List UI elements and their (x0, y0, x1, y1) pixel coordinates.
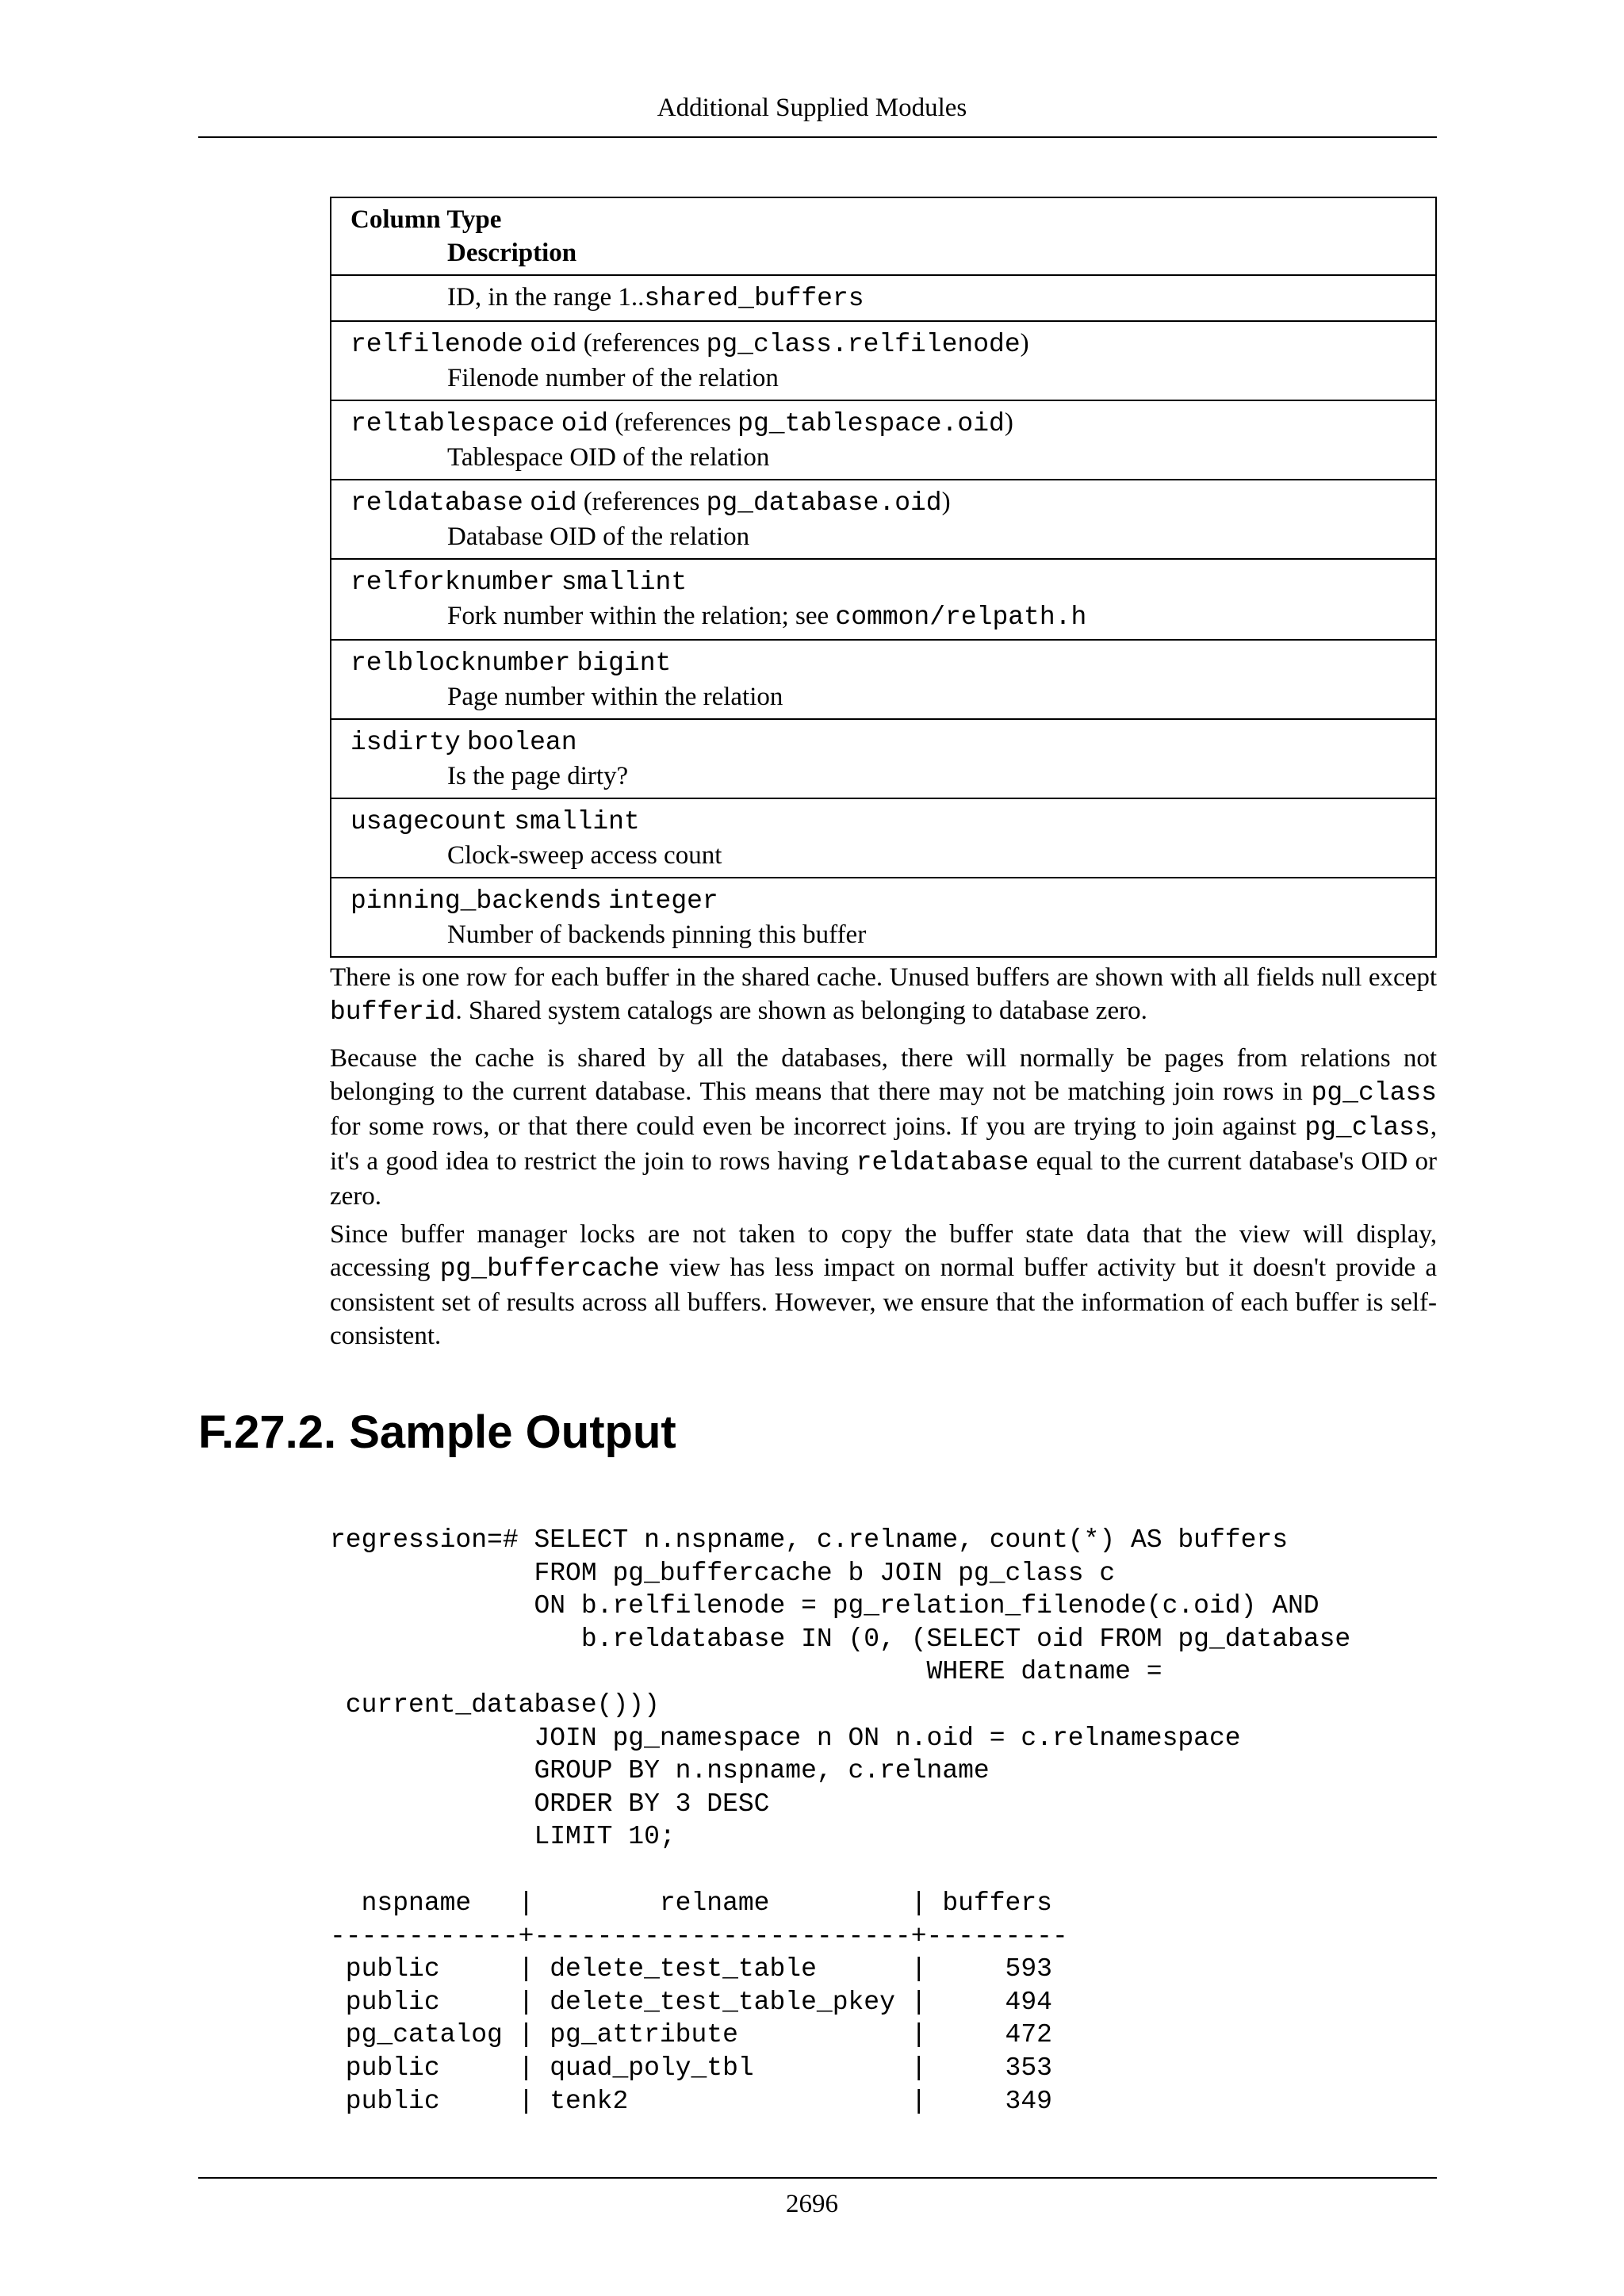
table-row (331, 878, 1436, 957)
table-cell (331, 878, 1436, 957)
para-text: There is one row for each buffer in the shared cache. Unused buffers are shown with all fields null except (330, 963, 1437, 992)
column-name: reltablespace (350, 409, 555, 438)
ref-suffix: ) (1004, 408, 1013, 437)
desc-text: Fork number within the relation; see (447, 602, 836, 630)
column-type: bigint (576, 649, 672, 678)
column-name: relblocknumber (350, 649, 571, 678)
column-signature (350, 645, 1416, 680)
table-row (331, 480, 1436, 559)
column-type: oid (561, 409, 609, 438)
table-cell (331, 798, 1436, 878)
table-row (331, 798, 1436, 878)
table-row (331, 640, 1436, 719)
column-type: boolean (466, 728, 577, 757)
header-column-type: Column Type (350, 205, 502, 234)
para-text: , it's a good idea to restrict the join to rows having (330, 1112, 1437, 1176)
desc-code: shared_buffers (644, 284, 864, 313)
column-table (330, 197, 1437, 958)
row-description (350, 281, 1416, 316)
desc-text: Is the page dirty? (447, 762, 629, 790)
ref-code: pg_tablespace.oid (737, 409, 1005, 438)
para-text: Because the cache is shared by all the databases, there will normally be pages from relations not belonging to the current database. This means that there may not be matching join rows in (330, 1044, 1437, 1106)
column-description (350, 599, 1416, 634)
table-row (331, 321, 1436, 400)
para-text: for some rows, or that there could even be incorrect joins. If you are trying to join against (330, 1112, 1305, 1141)
column-signature (350, 485, 1416, 520)
table-row (331, 275, 1436, 321)
column-type: smallint (561, 568, 688, 597)
table-cell (331, 719, 1436, 798)
footer-rule (198, 2177, 1437, 2179)
column-type: oid (530, 330, 577, 359)
table-cell (331, 275, 1436, 321)
table-cell (331, 559, 1436, 640)
para-text: view has less impact on normal buffer activity but it doesn't provide a consistent set of results across all buffers. However, we ensure that the information of each buffer is self-consistent. (330, 1253, 1437, 1350)
desc-text: Clock-sweep access count (447, 841, 722, 870)
code-block-query: regression=# SELECT n.nspname, c.relname, count(*) AS buffers FROM pg_buffercache b JOIN pg_class c ON b.relfilenode = pg_relation_filenode(c.oid) AND b.reldatabase IN (0, (SELECT oid FROM pg_database WHERE datname = current_database())) JOIN pg_namespace n ON n.oid = c.relnamespace GROUP BY n.nspname, c.relname ORDER BY 3 DESC LIMIT 10; (330, 1525, 1351, 1852)
column-signature (350, 327, 1416, 362)
column-name: pinning_backends (350, 886, 602, 916)
table-row (331, 400, 1436, 480)
desc-text: Tablespace OID of the relation (447, 443, 770, 472)
column-description (350, 362, 1416, 395)
paragraph-buffer-locks (330, 1218, 1437, 1353)
desc-text: ID, in the range 1.. (447, 283, 645, 312)
ref-suffix: ) (1020, 329, 1029, 358)
table-cell (331, 400, 1436, 480)
column-signature (350, 883, 1416, 918)
column-description (350, 760, 1416, 793)
table-row (331, 559, 1436, 640)
column-type: smallint (514, 807, 640, 836)
ref-code: pg_class.relfilenode (706, 330, 1021, 359)
ref-code: pg_database.oid (706, 488, 942, 518)
para-code: reldatabase (856, 1148, 1029, 1177)
column-signature (350, 804, 1416, 839)
page-number: 2696 (786, 2190, 838, 2218)
table-cell (331, 640, 1436, 719)
header-description: Description (447, 239, 577, 267)
table-cell (331, 321, 1436, 400)
para-code: pg_buffercache (439, 1254, 660, 1284)
para-text: equal to the current database's OID or zero. (330, 1147, 1438, 1211)
ref-suffix: ) (941, 488, 951, 516)
column-signature (350, 406, 1416, 441)
paragraph-unused-buffers (330, 961, 1437, 1029)
para-code: pg_class (1311, 1078, 1437, 1108)
desc-text: Filenode number of the relation (447, 364, 779, 392)
ref-prefix: (references (583, 488, 707, 516)
running-header: Additional Supplied Modules (657, 94, 967, 122)
table-cell (331, 480, 1436, 559)
code-block-result: nspname | relname | buffers ------------+------------------------+--------- public | delete_test_table | 593 public | delete_test_table_pkey | 494 pg_catalog | pg_attribute | 472 public | quad_poly_tbl | 353 public | tenk2 | 349 (330, 1888, 1068, 2116)
column-name: relforknumber (350, 568, 555, 597)
desc-text: Database OID of the relation (447, 522, 750, 551)
column-signature (350, 564, 1416, 599)
column-description (350, 918, 1416, 951)
para-code: pg_class (1304, 1113, 1431, 1142)
table-row (331, 719, 1436, 798)
column-type: integer (608, 886, 718, 916)
desc-code: common/relpath.h (835, 603, 1087, 632)
column-description (350, 839, 1416, 872)
desc-text: Number of backends pinning this buffer (447, 920, 867, 949)
table-header-row (331, 197, 1436, 275)
section-heading: F.27.2. Sample Output (198, 1406, 676, 1458)
column-name: reldatabase (350, 488, 523, 518)
ref-prefix: (references (583, 329, 707, 358)
ref-prefix: (references (615, 408, 738, 437)
column-description (350, 441, 1416, 474)
paragraph-shared-cache (330, 1042, 1437, 1213)
column-name: isdirty (350, 728, 461, 757)
column-name: usagecount (350, 807, 508, 836)
header-rule (198, 136, 1437, 138)
desc-text: Page number within the relation (447, 683, 783, 711)
column-name: relfilenode (350, 330, 523, 359)
column-signature (350, 725, 1416, 760)
para-code: bufferid (330, 997, 456, 1027)
column-type: oid (530, 488, 577, 518)
table-header-cell (331, 197, 1436, 275)
column-description (350, 520, 1416, 553)
para-text: Since buffer manager locks are not taken to copy the buffer state data that the view will display, accessing (330, 1220, 1437, 1282)
para-text: . Shared system catalogs are shown as belonging to database zero. (455, 997, 1147, 1025)
column-description (350, 680, 1416, 714)
